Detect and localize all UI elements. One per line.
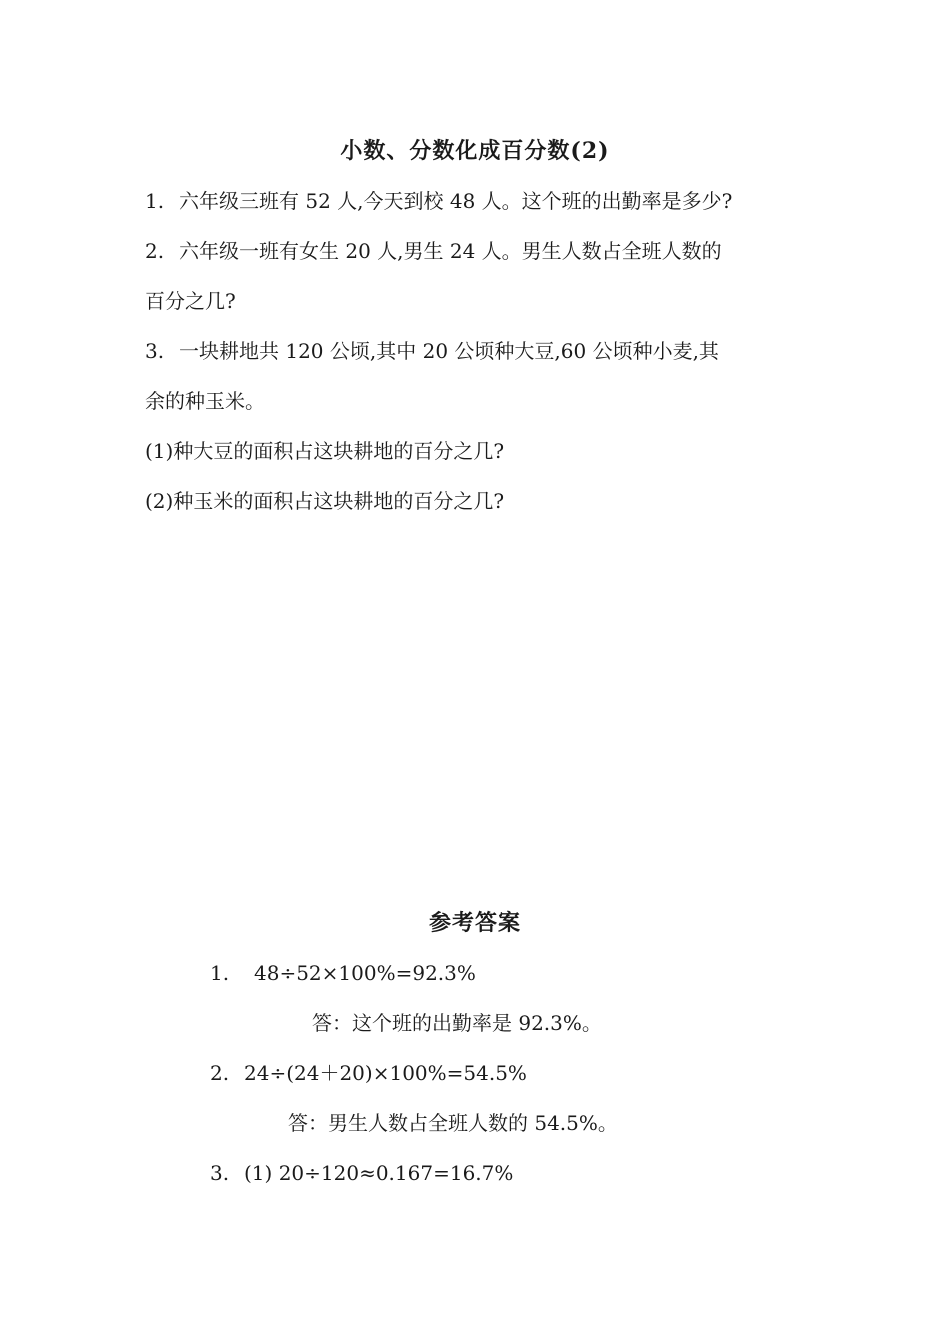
- answers-title: 参考答案: [428, 910, 521, 936]
- question-3-line-2: 余的种玉米。: [145, 389, 265, 413]
- question-1: [145, 186, 732, 216]
- question-2-line-1: [145, 236, 722, 266]
- question-2-line-2: 百分之几?: [145, 289, 236, 313]
- question-3-line-1: [145, 336, 719, 366]
- question-1-number: 1.: [145, 189, 165, 213]
- answer-2-formula: 24÷(24＋20)×100%=54.5%: [244, 1061, 527, 1085]
- answer-2-formula-line: [210, 1058, 527, 1088]
- question-3-text: 一块耕地共 120 公顷,其中 20 公顷种大豆,60 公顷种小麦,其: [179, 339, 719, 363]
- answer-2-statement: 答：男生人数占全班人数的 54.5%。: [288, 1111, 618, 1135]
- answer-3-formula-line: [210, 1158, 513, 1188]
- question-3-sub-1: (1)种大豆的面积占这块耕地的百分之几?: [145, 439, 505, 463]
- answer-1-statement: 答：这个班的出勤率是 92.3%。: [312, 1011, 602, 1035]
- worksheet-title: 小数、分数化成百分数(2): [340, 138, 610, 164]
- question-3-number: 3.: [145, 339, 165, 363]
- question-2-number: 2.: [145, 239, 165, 263]
- answer-3-number: 3.: [210, 1161, 230, 1185]
- answer-1-number: 1.: [210, 961, 230, 985]
- answer-3-formula: (1) 20÷120≈0.167=16.7%: [244, 1161, 514, 1185]
- answer-1-formula: 48÷52×100%=92.3%: [254, 961, 476, 985]
- question-3-sub-2: (2)种玉米的面积占这块耕地的百分之几?: [145, 489, 505, 513]
- answer-2-number: 2.: [210, 1061, 230, 1085]
- question-2-text: 六年级一班有女生 20 人,男生 24 人。男生人数占全班人数的: [179, 239, 722, 263]
- answer-1-formula-line: [210, 958, 476, 988]
- question-1-text: 六年级三班有 52 人,今天到校 48 人。这个班的出勤率是多少?: [179, 189, 733, 213]
